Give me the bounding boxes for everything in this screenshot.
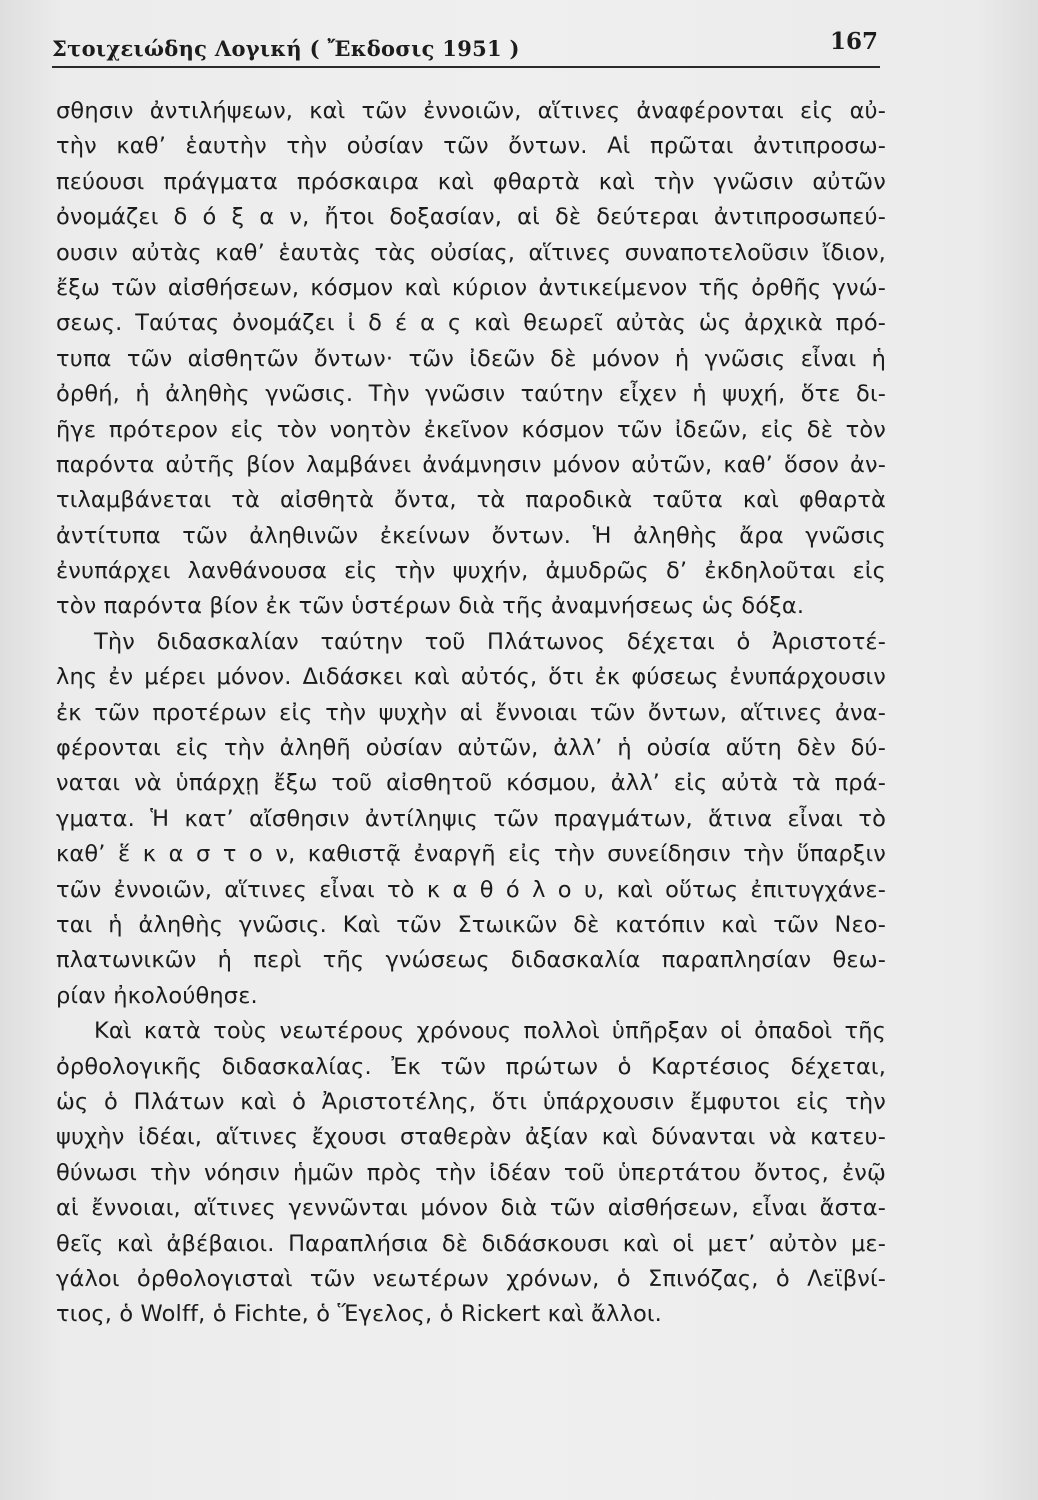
text-line: τὸν παρόντα βίον ἐκ τῶν ὑστέρων διὰ τῆς ἀναμνήσεως ὡς δόξα. xyxy=(56,593,805,620)
text-line: ὡς ὁ Πλάτων καὶ ὁ Ἀριστοτέλης, ὅτι ὑπάρχουσιν ἔμφυτοι εἰς τὴν xyxy=(56,1088,886,1115)
page-number: 167 xyxy=(829,28,878,55)
text-line: ὀρθολογικῆς διδασκαλίας. Ἐκ τῶν πρώτων ὁ Καρτέσιος δέχεται, xyxy=(56,1053,886,1080)
text-line: φέρονται εἰς τὴν ἀληθῆ οὐσίαν αὐτῶν, ἀλλ’ ἡ οὐσία αὕτη δὲν δύ- xyxy=(56,735,886,762)
text-line: ἐνυπάρχει λανθάνουσα εἰς τὴν ψυχήν, ἀμυδρῶς δ’ ἐκδηλοῦται εἰς xyxy=(56,558,886,585)
text-line: τυπα τῶν αἰσθητῶν ὄντων· τῶν ἰδεῶν δὲ μόνον ἡ γνῶσις εἶναι ἡ xyxy=(56,345,886,372)
text-line: καθ’ ἕ κ α σ τ ο ν, καθιστᾷ ἐναργῆ εἰς τὴν συνείδησιν τὴν ὕπαρξιν xyxy=(56,841,886,868)
text-line: ῆγε πρότερον εἰς τὸν νοητὸν ἐκεῖνον κόσμον τῶν ἰδεῶν, εἰς δὲ τὸν xyxy=(56,416,886,443)
text-line: γματα. Ἡ κατ’ αἴσθησιν ἀντίληψις τῶν πραγμάτων, ἅτινα εἶναι τὸ xyxy=(56,805,886,832)
text-line: τῶν ἐννοιῶν, αἵτινες εἶναι τὸ κ α θ ό λ ο υ, καὶ οὕτως ἐπιτυγχάνε- xyxy=(56,876,886,903)
page-header xyxy=(52,28,882,68)
text-line: αἱ ἔννοιαι, αἵτινες γεννῶνται μόνον διὰ τῶν αἰσθήσεων, εἶναι ἄστα- xyxy=(56,1195,886,1222)
text-line: ὀρθή, ἡ ἀληθὴς γνῶσις. Τὴν γνῶσιν ταύτην εἶχεν ἡ ψυχή, ὅτε δι- xyxy=(56,381,886,408)
text-line: τιος, ὁ Wolff, ὁ Fichte, ὁ Ἕγελος, ὁ Rickert καὶ ἄλλοι. xyxy=(56,1301,662,1328)
text-line: πεύουσι πράγματα πρόσκαιρα καὶ φθαρτὰ καὶ τὴν γνῶσιν αὐτῶν xyxy=(56,168,886,195)
text-line: θεῖς καὶ ἀβέβαιοι. Παραπλήσια δὲ διδάσκουσι καὶ οἱ μετ’ αὐτὸν με- xyxy=(56,1230,886,1257)
text-line: ται ἡ ἀληθὴς γνῶσις. Καὶ τῶν Στωικῶν δὲ κατόπιν καὶ τῶν Νεο- xyxy=(56,911,886,938)
text-line: ψυχὴν ἰδέαι, αἵτινες ἔχουσι σταθερὰν ἀξίαν καὶ δύνανται νὰ κατευ- xyxy=(56,1124,886,1151)
text-line: παρόντα αὐτῆς βίον λαμβάνει ἀνάμνησιν μόνον αὐτῶν, καθ’ ὅσον ἀν- xyxy=(56,451,886,478)
text-line: θύνωσι τὴν νόησιν ἡμῶν πρὸς τὴν ἰδέαν τοῦ ὑπερτάτου ὄντος, ἐνῷ xyxy=(56,1159,886,1186)
text-line: ἔξω τῶν αἰσθήσεων, κόσμον καὶ κύριον ἀντικείμενον τῆς ὀρθῆς γνώ- xyxy=(56,274,886,301)
text-line: Τὴν διδασκαλίαν ταύτην τοῦ Πλάτωνος δέχεται ὁ Ἀριστοτέ- xyxy=(94,628,886,655)
text-line: ὀνομάζει δ ό ξ α ν, ἤτοι δοξασίαν, αἱ δὲ δεύτεραι ἀντιπροσωπεύ- xyxy=(56,204,886,231)
text-line: πλατωνικῶν ἡ περὶ τῆς γνώσεως διδασκαλία παραπλησίαν θεω- xyxy=(56,947,886,974)
text-line: λης ἐν μέρει μόνον. Διδάσκει καὶ αὐτός, ὅτι ἐκ φύσεως ἐνυπάρχουσιν xyxy=(56,664,886,691)
text-line: Καὶ κατὰ τοὺς νεωτέρους χρόνους πολλοὶ ὑπῆρξαν οἱ ὀπαδοὶ τῆς xyxy=(94,1018,886,1045)
text-line: ρίαν ἠκολούθησε. xyxy=(56,982,258,1009)
text-line: ἀντίτυπα τῶν ἀληθινῶν ἐκείνων ὄντων. Ἡ ἀληθὴς ἄρα γνῶσις xyxy=(56,522,886,549)
text-line: τιλαμβάνεται τὰ αἰσθητὰ ὄντα, τὰ παροδικὰ ταῦτα καὶ φθαρτὰ xyxy=(56,487,886,514)
header-rule xyxy=(52,66,880,68)
text-line: ουσιν αὐτὰς καθ’ ἑαυτὰς τὰς οὐσίας, αἵτινες συναποτελοῦσιν ἴδιον, xyxy=(56,239,886,266)
text-line: τὴν καθ’ ἑαυτὴν τὴν οὐσίαν τῶν ὄντων. Αἱ πρῶται ἀντιπροσω- xyxy=(56,133,886,160)
text-line: ναται νὰ ὑπάρχῃ ἔξω τοῦ αἰσθητοῦ κόσμου, ἀλλ’ εἰς αὐτὰ τὰ πρά- xyxy=(56,770,886,797)
text-line: σθησιν ἀντιλήψεων, καὶ τῶν ἐννοιῶν, αἵτινες ἀναφέρονται εἰς αὐ- xyxy=(56,98,886,124)
text-line: ἐκ τῶν προτέρων εἰς τὴν ψυχὴν αἱ ἔννοιαι τῶν ὄντων, αἵτινες ἀνα- xyxy=(56,699,886,726)
running-head: Στοιχειώδης Λογική ( Ἔκδοσις 1951 ) xyxy=(52,36,520,61)
text-line: σεως. Ταύτας ὀνομάζει ἰ δ έ α ς καὶ θεωρεῖ αὐτὰς ὡς ἀρχικὰ πρό- xyxy=(56,310,886,337)
body-text xyxy=(56,94,886,1333)
text-line: γάλοι ὀρθολογισταὶ τῶν νεωτέρων χρόνων, ὁ Σπινόζας, ὁ Λεϊβνί- xyxy=(56,1265,886,1292)
